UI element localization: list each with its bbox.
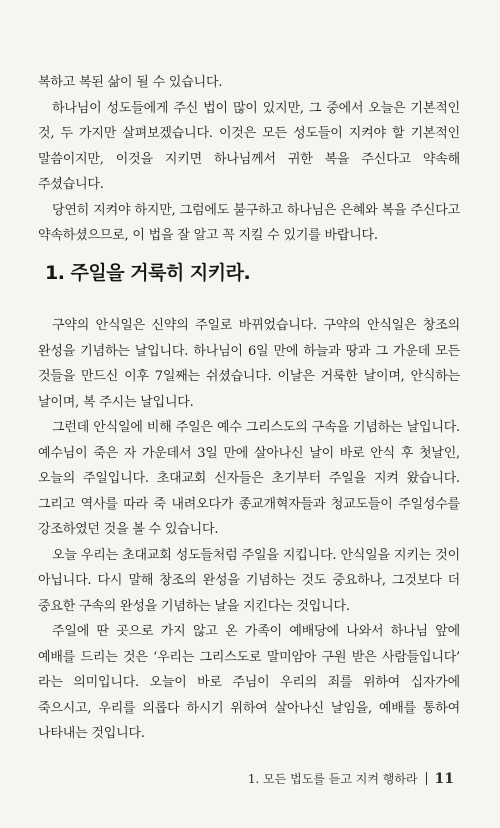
paragraph: 주일에 딴 곳으로 가지 않고 온 가족이 예배당에 나와서 하나님 앞에 예배를 드리는 것은 ‘우리는 그리스도로 말미암아 구원 받은 사람들입니다’ 라는 의미입니다. 오늘이 바로 주님이 우리의 죄를 위하여 십자가에 죽으시고, 우리를 의롭다 하시기 위하여 살아나신 날임을, 예배를 통하여 나타내는 것입니다.	[38, 624, 460, 741]
paragraph: 하나님이 성도들에게 주신 법이 많이 있지만, 그 중에서 오늘은 기본적인 것, 두 가지만 살펴보겠습니다. 이것은 모든 성도들이 지켜야 할 기본적인 말씀이지만, 이것을 지키면 하나님께서 귀한 복을 주신다고 약속해 주셨습니다.	[38, 100, 460, 192]
paragraph: 구약의 안식일은 신약의 주일로 바뀌었습니다. 구약의 안식일은 창조의 완성을 기념하는 날입니다. 하나님이 6일 만에 하늘과 땅과 그 가운데 모든 것들을 만드신 이후 7일째는 쉬셨습니다. 이날은 거룩한 날이며, 안식하는 날이며, 복 주시는 날입니다.	[38, 318, 460, 410]
paragraph: 그런데 안식일에 비해 주일은 예수 그리스도의 구속을 기념하는 날입니다. 예수님이 죽은 자 가운데서 3일 만에 살아나신 날이 바로 안식 후 첫날인, 오늘의 주일입니다. 초대교회 신자들은 초기부터 주일을 지켜 왔습니다. 그리고 역사를 따라 죽 내려오다가 종교개혁자들과 청교도들이 주일성수를 강조하였던 것을 볼 수 있습니다.	[38, 420, 460, 537]
section-heading: 1. 주일을 거룩히 지키라.	[45, 262, 251, 284]
paragraph: 당연히 지켜야 하지만, 그럼에도 불구하고 하나님은 은혜와 복을 주신다고 약속하셨으므로, 이 법을 잘 알고 꼭 지킬 수 있기를 바랍니다.	[38, 202, 460, 243]
running-title: 1. 모든 법도를 듣고 지켜 행하라	[247, 772, 418, 786]
intro-text	[38, 70, 460, 249]
page-number: 11	[434, 770, 454, 787]
footer-divider	[426, 772, 427, 785]
paragraph: 오늘 우리는 초대교회 성도들처럼 주일을 지킵니다. 안식일을 지키는 것이 아닙니다. 다시 말해 창조의 완성을 기념하는 것도 중요하나, 그것보다 더 중요한 구속의 완성을 기념하는 날을 지킨다는 것입니다.	[38, 547, 460, 614]
paragraph: 복하고 복된 삶이 될 수 있습니다.	[38, 75, 223, 90]
section-body	[38, 313, 460, 747]
page-footer	[248, 770, 454, 787]
